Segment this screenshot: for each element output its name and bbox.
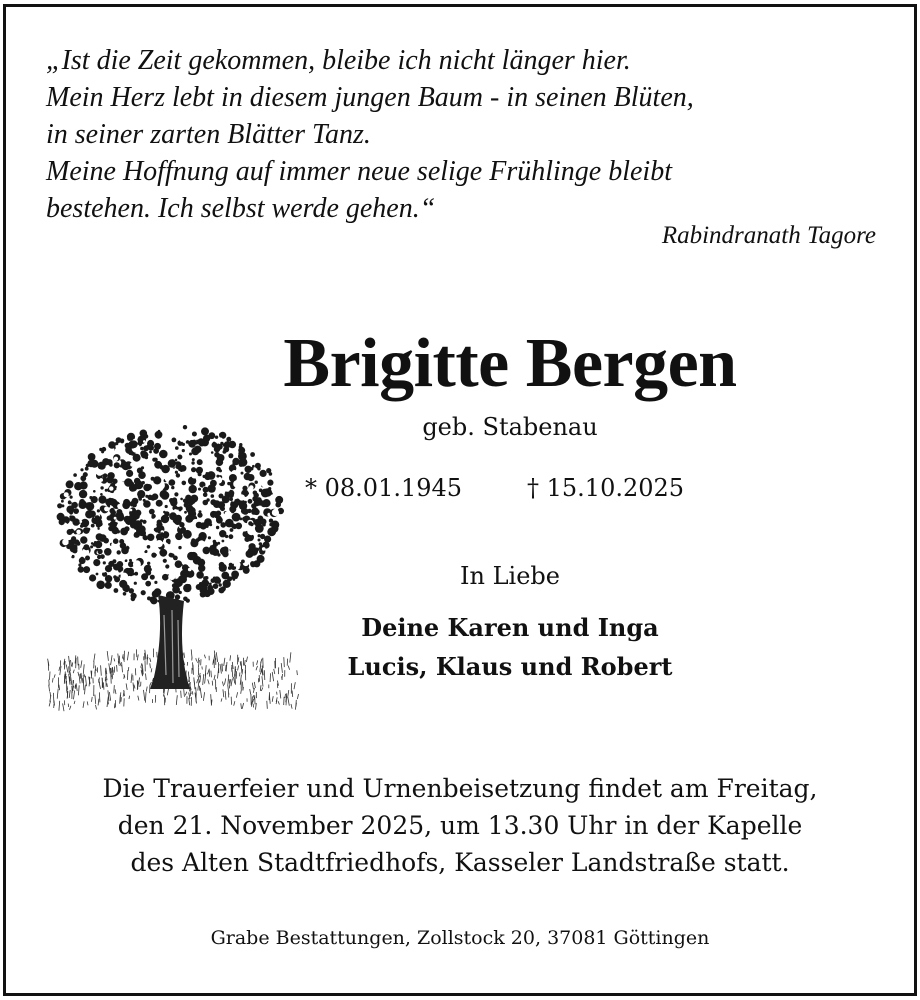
mourner-names xyxy=(290,608,730,686)
tree-crown-illustration xyxy=(56,425,284,604)
quote-line: Meine Hoffnung auf immer neue selige Frühlinge bleibt xyxy=(46,156,672,187)
maiden-name: geb. Stabenau xyxy=(422,413,598,441)
birth-date: * 08.01.1945 xyxy=(305,474,463,502)
quote-author: Rabindranath Tagore xyxy=(661,222,876,249)
quote-line: in seiner zarten Blätter Tanz. xyxy=(46,119,371,150)
tree-trunk xyxy=(150,595,190,689)
tree-icon xyxy=(40,415,302,735)
death-date: † 15.10.2025 xyxy=(527,474,685,502)
mourner-line: Lucis, Klaus und Robert xyxy=(347,652,673,681)
deceased-name: Brigitte Bergen xyxy=(283,325,737,402)
quote-line: „Ist die Zeit gekommen, bleibe ich nicht länger hier. xyxy=(46,45,631,76)
undertaker-address: Grabe Bestattungen, Zollstock 20, 37081 Göttingen xyxy=(210,927,710,949)
service-line: Die Trauerfeier und Urnenbeisetzung findet am Freitag, xyxy=(102,774,818,803)
poem-quote xyxy=(46,42,886,227)
service-line: den 21. November 2025, um 13.30 Uhr in der Kapelle xyxy=(117,811,803,840)
in-love-text: In Liebe xyxy=(460,562,560,590)
service-line: des Alten Stadtfriedhofs, Kasseler Landstraße statt. xyxy=(130,848,790,877)
quote-line: bestehen. Ich selbst werde gehen.“ xyxy=(46,193,436,224)
quote-line: Mein Herz lebt in diesem jungen Baum - in seinen Blüten, xyxy=(46,82,694,113)
mourner-line: Deine Karen und Inga xyxy=(361,613,659,642)
funeral-service-info xyxy=(40,770,880,881)
